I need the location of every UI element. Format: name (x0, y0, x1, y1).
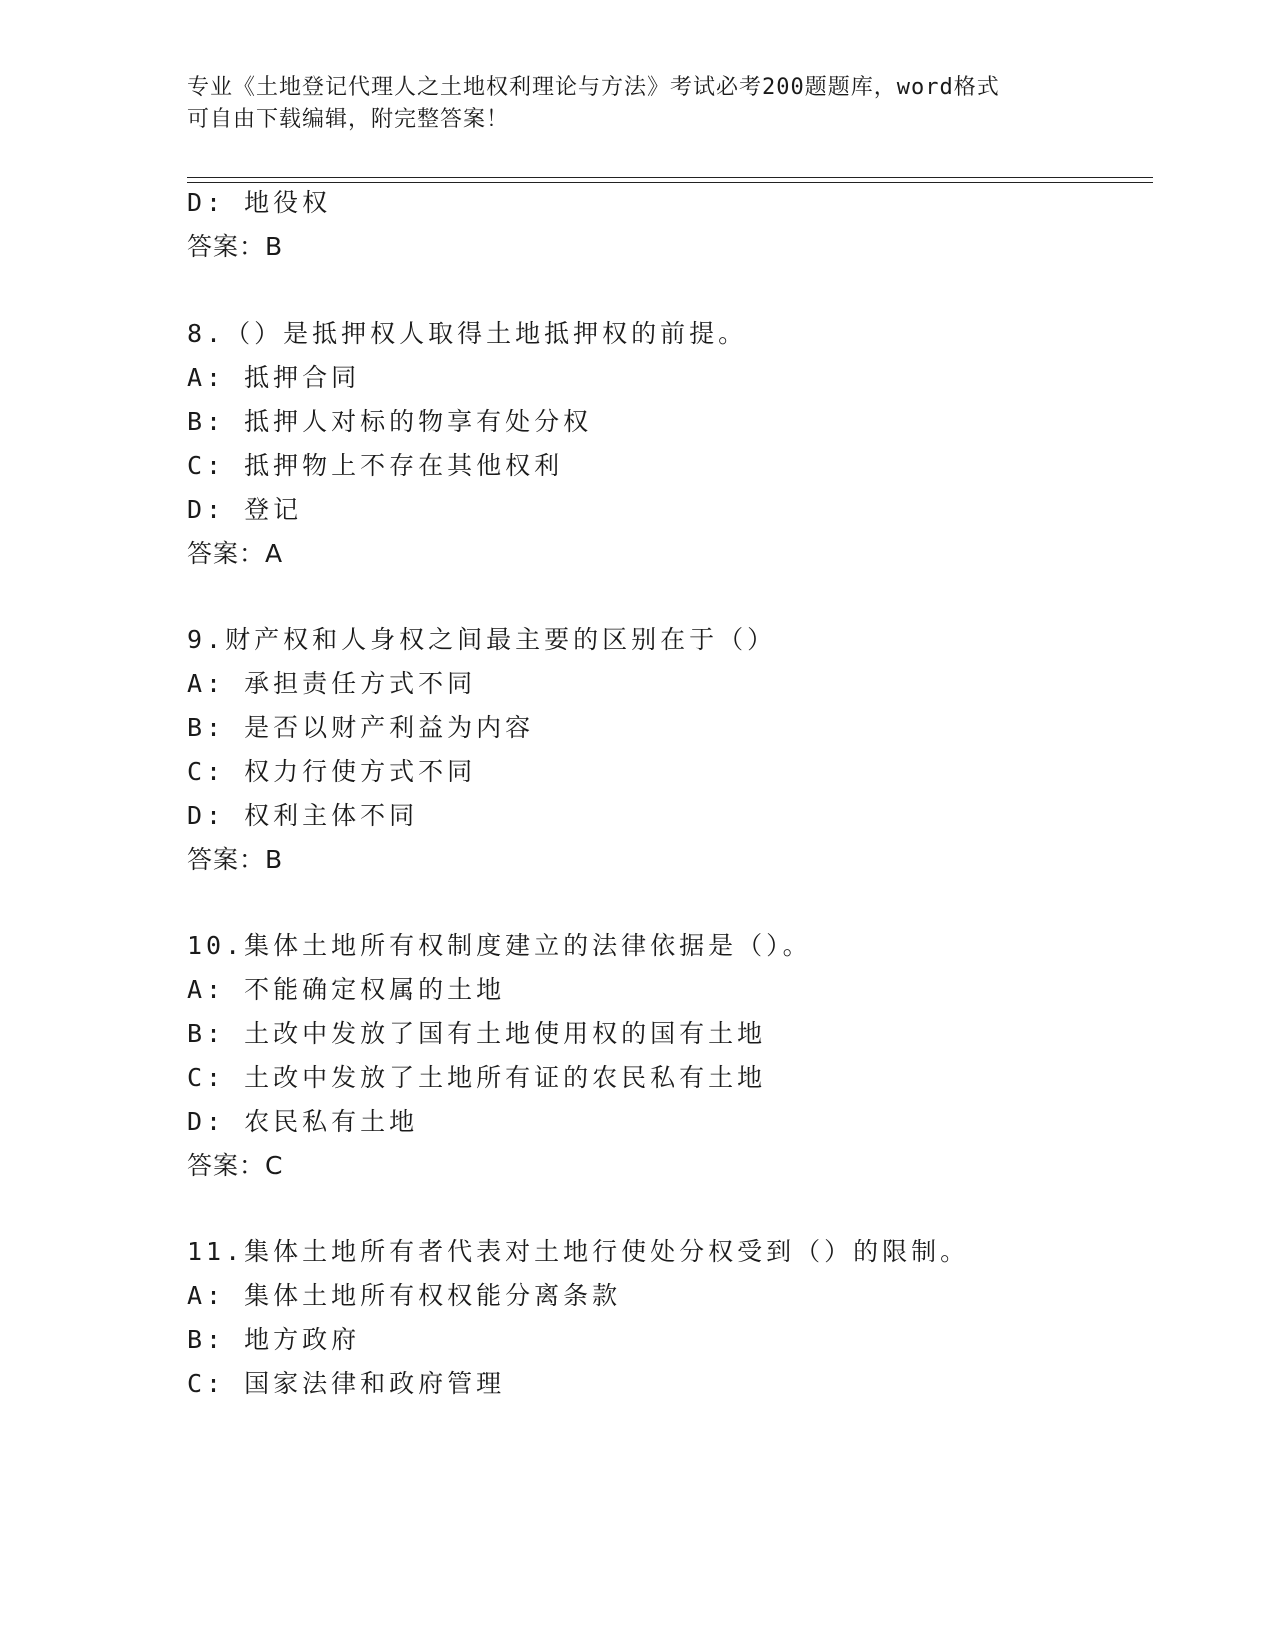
question-stem: 11.集体土地所有者代表对土地行使处分权受到（）的限制。 (187, 1237, 970, 1266)
option-d: D: 农民私有土地 (187, 1107, 419, 1136)
answer-line: 答案：B (187, 845, 284, 874)
option-b: B: 是否以财产利益为内容 (187, 713, 535, 742)
answer-line: 答案：A (187, 539, 284, 568)
option-a: A: 抵押合同 (187, 363, 361, 392)
option-b: B: 抵押人对标的物享有处分权 (187, 407, 593, 436)
header-line-2: 可自由下载编辑，附完整答案！ (187, 107, 510, 132)
header-line-1: 专业《土地登记代理人之土地权利理论与方法》考试必考200题题库，word格式 (187, 75, 1000, 100)
option-a: A: 承担责任方式不同 (187, 669, 477, 698)
option-a: A: 不能确定权属的土地 (187, 975, 506, 1004)
option-a: A: 集体土地所有权权能分离条款 (187, 1281, 622, 1310)
option-d: D: 地役权 (187, 188, 332, 217)
answer-line: 答案：B (187, 232, 284, 261)
question-stem: 9.财产权和人身权之间最主要的区别在于（） (187, 625, 777, 654)
option-d: D: 权利主体不同 (187, 801, 419, 830)
option-c: C: 权力行使方式不同 (187, 757, 477, 786)
option-c: C: 国家法律和政府管理 (187, 1369, 506, 1398)
header-divider-top (187, 177, 1153, 178)
option-d: D: 登记 (187, 495, 303, 524)
option-c: C: 土改中发放了土地所有证的农民私有土地 (187, 1063, 767, 1092)
document-header (187, 72, 1087, 136)
option-b: B: 地方政府 (187, 1325, 361, 1354)
question-stem: 8.（）是抵押权人取得土地抵押权的前提。 (187, 319, 748, 348)
option-c: C: 抵押物上不存在其他权利 (187, 451, 564, 480)
option-b: B: 土改中发放了国有土地使用权的国有土地 (187, 1019, 767, 1048)
header-divider-bottom (187, 182, 1153, 183)
answer-line: 答案：C (187, 1151, 284, 1180)
question-stem: 10.集体土地所有权制度建立的法律依据是（）。 (187, 931, 812, 960)
